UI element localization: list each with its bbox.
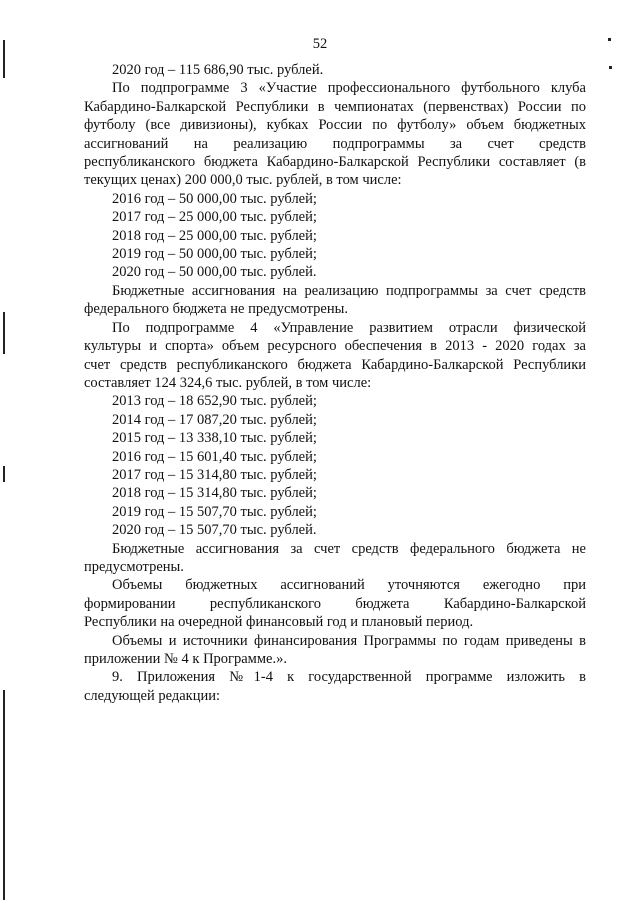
paragraph-line: футболу (все дивизионы), кубках России по футболу» объем бюджетных xyxy=(84,117,586,134)
paragraph-line: текущих ценах) 200 000,0 тыс. рублей, в том числе: xyxy=(84,172,402,189)
document-body xyxy=(84,61,586,705)
paragraph xyxy=(84,282,586,319)
paragraph-line: следующей редакции: xyxy=(84,687,221,704)
paragraph-line: По подпрограмме 4 «Управление развитием отрасли физической xyxy=(112,319,586,336)
scan-margin-mark xyxy=(3,690,5,900)
paragraph-line: предусмотрены. xyxy=(84,558,184,575)
paragraph xyxy=(84,632,586,669)
scan-margin-mark xyxy=(3,466,5,482)
paragraph xyxy=(84,79,586,189)
paragraph xyxy=(84,540,586,577)
budget-year-line: 2020 год – 50 000,00 тыс. рублей. xyxy=(112,264,317,281)
budget-year-line: 2016 год – 50 000,00 тыс. рублей; xyxy=(112,190,317,207)
budget-year-line: 2019 год – 15 507,70 тыс. рублей; xyxy=(112,503,317,520)
paragraph-line: 9. Приложения №1-4 к государственной программе изложить в xyxy=(112,669,586,686)
budget-year-line: 2020 год – 15 507,70 тыс. рублей. xyxy=(112,522,317,539)
budget-year-line: 2017 год – 15 314,80 тыс. рублей; xyxy=(112,466,317,483)
paragraph-line: По подпрограмме 3 «Участие профессионального футбольного клуба xyxy=(112,80,586,97)
paragraph-line: формировании республиканского бюджета Кабардино-Балкарской xyxy=(84,595,586,612)
budget-year-line: 2014 год – 17 087,20 тыс. рублей; xyxy=(112,411,317,428)
paragraph xyxy=(84,576,586,631)
paragraph-line: ассигнований на реализацию подпрограммы за счет средств xyxy=(84,135,586,152)
paragraph xyxy=(84,319,586,393)
paragraph-line: культуры и спорта» объем ресурсного обеспечения в 2013 - 2020 годах за xyxy=(84,338,586,355)
paragraph-line: приложении № 4 к Программе.». xyxy=(84,651,287,667)
budget-year-line: 2020 год – 115 686,90 тыс. рублей. xyxy=(112,62,324,78)
paragraph-line: Кабардино-Балкарской Республики в чемпионатах (первенствах) России по xyxy=(84,98,586,115)
budget-year-line: 2013 год – 18 652,90 тыс. рублей; xyxy=(112,393,317,410)
paragraph-line: составляет 124 324,6 тыс. рублей, в том числе: xyxy=(84,374,372,391)
scan-dot xyxy=(609,66,612,69)
budget-year-line: 2019 год – 50 000,00 тыс. рублей; xyxy=(112,246,317,263)
paragraph-line: Объемы и источники финансирования Программы по годам приведены в xyxy=(112,632,586,649)
budget-year-line: 2018 год – 25 000,00 тыс. рублей; xyxy=(112,227,317,244)
paragraph-line: Объемы бюджетных ассигнований уточняются ежегодно при xyxy=(112,577,586,594)
paragraph-line: Бюджетные ассигнования за счет средств федерального бюджета не xyxy=(112,540,586,557)
paragraph-line: федерального бюджета не предусмотрены. xyxy=(84,301,348,318)
budget-year-line: 2017 год – 25 000,00 тыс. рублей; xyxy=(112,209,317,226)
budget-year-line: 2016 год – 15 601,40 тыс. рублей; xyxy=(112,448,317,465)
paragraph-line: счет средств республиканского бюджета Кабардино-Балкарской Республики xyxy=(84,356,586,373)
paragraph-line: Бюджетные ассигнования на реализацию подпрограммы за счет средств xyxy=(112,282,586,299)
paragraph-line: республиканского бюджета Кабардино-Балкарской Республики составляет (в xyxy=(84,154,586,171)
budget-year-line: 2015 год – 13 338,10 тыс. рублей; xyxy=(112,430,317,447)
budget-year-line: 2018 год – 15 314,80 тыс. рублей; xyxy=(112,485,317,502)
page-number: 52 xyxy=(312,36,328,52)
paragraph-line: Республики на очередной финансовый год и плановый период. xyxy=(84,614,474,631)
scan-margin-mark xyxy=(3,312,5,354)
paragraph xyxy=(84,668,586,705)
